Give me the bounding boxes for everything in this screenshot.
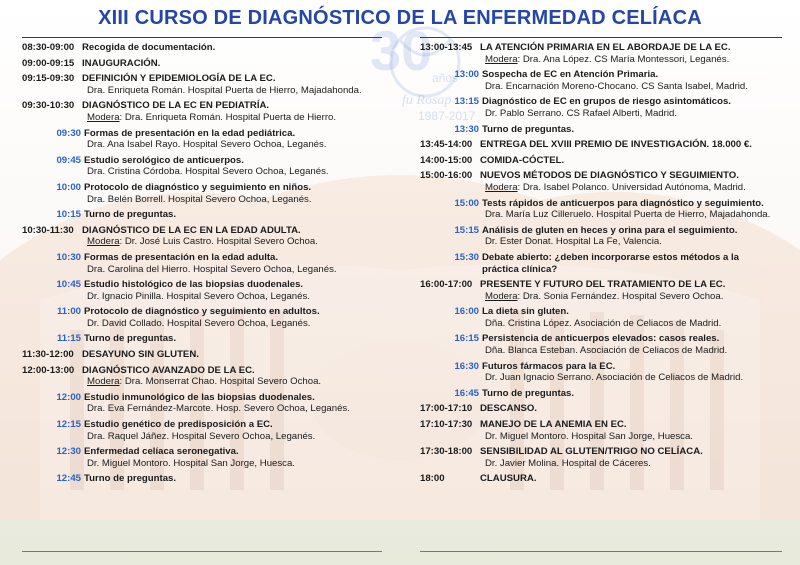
session-title: INAUGURACIÓN.	[82, 57, 161, 69]
session-title: Turno de preguntas.	[84, 333, 177, 345]
session-time: 10:30-11:30	[22, 224, 74, 236]
speaker	[420, 209, 782, 221]
session-line	[22, 155, 382, 167]
program-subitem	[22, 252, 382, 275]
moderator-label: Modera	[87, 236, 120, 248]
session-line	[22, 392, 382, 404]
speaker-name: Dra. Raquel Jáñez. Hospital Severo Ochoa, Leganés.	[87, 430, 316, 442]
session-title: Estudio genético de predisposición a EC.	[84, 419, 273, 431]
program-session	[420, 139, 782, 151]
speaker	[420, 236, 782, 248]
speaker	[22, 194, 382, 206]
session-line	[420, 419, 782, 431]
session-title: Debate abierto: ¿deben incorporarse estos métodos a la	[482, 251, 739, 263]
speaker-name: Dr. Juan Ignacio Serrano. Asociación de Celiacos de Madrid.	[485, 372, 744, 384]
session-time: 13:45-14:00	[420, 139, 473, 151]
session-time: 17:10-17:30	[420, 419, 473, 431]
speaker	[420, 318, 782, 330]
program-subitem	[22, 419, 382, 442]
program-session	[22, 73, 382, 96]
speaker-name: Dr. David Collado. Hospital Severo Ochoa, Leganés.	[87, 317, 311, 329]
subitem-time: 13:30	[454, 123, 479, 135]
session-line	[420, 388, 782, 400]
session-title: Análisis de gluten en heces y orina para el seguimiento.	[482, 224, 738, 236]
session-title: Tests rápidos de anticuerpos para diagnóstico y seguimiento.	[482, 197, 764, 209]
program-subitem	[22, 333, 382, 345]
program-subitem	[22, 392, 382, 415]
session-title: DESAYUNO SIN GLUTEN.	[82, 349, 199, 361]
session-time: 16:00-17:00	[420, 279, 473, 291]
session-title: Turno de preguntas.	[482, 387, 575, 399]
session-title: Protocolo de diagnóstico y seguimiento en niños.	[84, 181, 312, 193]
session-title: PRESENTE Y FUTURO DEL TRATAMIENTO DE LA EC.	[480, 279, 726, 291]
program-subitem	[420, 69, 782, 92]
divider	[22, 551, 382, 552]
session-title: LA ATENCIÓN PRIMARIA EN EL ABORDAJE DE LA EC.	[480, 42, 731, 53]
program-session	[420, 446, 782, 469]
speaker-name: : Dr. José Luis Castro. Hospital Severo Ochoa.	[119, 236, 318, 248]
session-title: DIAGNÓSTICO DE LA EC EN LA EDAD ADULTA.	[82, 224, 301, 236]
subitem-time: 16:15	[454, 333, 479, 345]
session-title: Protocolo de diagnóstico y seguimiento en adultos.	[84, 306, 320, 318]
session-title: ENTREGA DEL XVIII PREMIO DE INVESTIGACIÓN.	[480, 139, 710, 151]
speaker-name: Dr. Ignacio Pinilla. Hospital Severo Ochoa, Leganés.	[87, 290, 310, 302]
speaker	[420, 81, 782, 93]
session-time: 08:30-09:00	[22, 42, 75, 53]
moderator-label: Modera	[87, 376, 120, 388]
program-subitem	[22, 279, 382, 302]
program-subitem	[420, 96, 782, 119]
speaker-name: Dr. Miguel Montoro. Hospital San Jorge, Huesca.	[87, 457, 295, 469]
session-title: DESCANSO.	[480, 403, 538, 415]
subitem-time: 16:30	[454, 360, 479, 372]
moderator-label: Modera	[87, 111, 120, 123]
moderator-label: Modera	[485, 181, 518, 193]
subitem-time: 10:15	[56, 209, 81, 221]
subitem-time: 15:30	[454, 251, 479, 263]
speaker	[420, 108, 782, 120]
program-subitem	[22, 306, 382, 329]
program-session	[420, 42, 782, 65]
program-session	[22, 349, 382, 361]
session-title: La dieta sin gluten.	[482, 306, 569, 318]
speaker-name: Dra. Eva Fernández-Marcote. Hosp. Severo Ochoa, Leganés.	[87, 403, 350, 415]
session-title: Estudio histológico de las biopsias duodenales.	[84, 279, 304, 291]
speaker-name: Dra. Enriqueta Román. Hospital Puerta de Hierro, Majadahonda.	[87, 84, 362, 96]
subitem-time: 11:15	[56, 333, 81, 345]
session-line	[420, 252, 782, 264]
program-session	[22, 42, 382, 54]
session-title: CLAUSURA.	[480, 473, 537, 485]
session-time: 17:00-17:10	[420, 403, 473, 415]
program-subitem	[22, 473, 382, 485]
speaker	[22, 264, 382, 276]
session-line	[420, 473, 782, 485]
session-line	[420, 279, 782, 291]
session-line	[22, 225, 382, 237]
program-session	[420, 403, 782, 415]
subitem-time: 13:15	[454, 96, 479, 108]
speaker	[420, 291, 782, 303]
moderator-label: Modera	[485, 53, 518, 65]
session-line	[22, 306, 382, 318]
subitem-time: 09:45	[56, 154, 81, 166]
speaker-name: Dra. Cristina Córdoba. Hospital Severo Ochoa, Leganés.	[87, 166, 329, 178]
program-subitem	[22, 182, 382, 205]
program-session	[420, 279, 782, 302]
session-line	[420, 361, 782, 373]
program-session	[22, 58, 382, 70]
speaker-name: : Dra. Monserrat Chao. Hospital Severo Ochoa.	[119, 376, 322, 388]
program-subitem	[420, 225, 782, 248]
speaker	[22, 85, 382, 97]
session-title: Diagnóstico de EC en grupos de riesgo asintomáticos.	[482, 96, 731, 108]
speaker-name: Dr. Javier Molina. Hospital de Cáceres.	[485, 457, 651, 469]
speaker	[22, 291, 382, 303]
speaker	[22, 112, 382, 124]
session-line	[420, 198, 782, 210]
subitem-time: 10:00	[56, 181, 81, 193]
speaker-name: Dr. Miguel Montoro. Hospital San Jorge, Huesca.	[485, 430, 693, 442]
speaker-name: : Dra. Sonia Fernández. Hospital Severo Ochoa.	[517, 290, 724, 302]
speaker-name: : Dra. Enriqueta Román. Hospital Puerta de Hierro.	[119, 111, 337, 123]
speaker	[22, 431, 382, 443]
session-line	[22, 209, 382, 221]
session-title: COMIDA-CÓCTEL.	[480, 154, 565, 166]
speaker	[22, 376, 382, 388]
speaker	[22, 458, 382, 470]
program-session	[420, 155, 782, 167]
session-line	[22, 365, 382, 377]
speaker	[22, 318, 382, 330]
program-subitem	[420, 306, 782, 329]
program-subitem	[22, 209, 382, 221]
session-title: Estudio serológico de anticuerpos.	[84, 154, 244, 166]
subitem-time: 10:30	[56, 251, 81, 263]
session-title: Enfermedad celíaca seronegativa.	[84, 446, 239, 458]
watermark-range: 1987-2017	[418, 109, 476, 123]
session-line	[22, 182, 382, 194]
speaker	[22, 403, 382, 415]
session-line	[22, 128, 382, 140]
program-session	[22, 100, 382, 123]
session-time: 11:30-12:00	[22, 349, 74, 361]
session-line	[22, 279, 382, 291]
subitem-time: 10:45	[56, 279, 81, 291]
speaker-name: Dña. Cristina López. Asociación de Celiacos de Madrid.	[485, 317, 722, 329]
subitem-time: 13:00	[454, 69, 479, 81]
program-subitem	[22, 155, 382, 178]
session-time: 15:00-16:00	[420, 170, 473, 182]
subitem-time: 15:00	[454, 197, 479, 209]
program-subitem	[420, 198, 782, 221]
session-title: Turno de preguntas.	[482, 123, 575, 135]
session-line	[22, 42, 382, 54]
session-line	[420, 446, 782, 458]
session-line	[420, 225, 782, 237]
session-time: 17:30-18:00	[420, 446, 473, 458]
session-line	[22, 349, 382, 361]
session-line	[420, 139, 782, 151]
watermark-years: años	[432, 71, 459, 85]
program-subitem	[420, 388, 782, 400]
subitem-time: 09:30	[56, 127, 81, 139]
session-line	[22, 252, 382, 264]
program-session	[22, 365, 382, 388]
program-session	[420, 419, 782, 442]
program-subitem	[22, 446, 382, 469]
session-time: 09:00-09:15	[22, 57, 75, 69]
program-session	[22, 225, 382, 248]
session-time: 12:00-13:00	[22, 364, 75, 376]
speaker	[420, 372, 782, 384]
session-line	[420, 333, 782, 345]
session-title: Formas de presentación en la edad pediátrica.	[84, 127, 296, 139]
session-title: Turno de preguntas.	[84, 473, 177, 485]
session-line	[22, 73, 382, 85]
speaker	[420, 182, 782, 194]
session-line	[22, 333, 382, 345]
speaker-name: Dra. Ana Isabel Rayo. Hospital Severo Ochoa, Leganés.	[87, 139, 327, 151]
session-line	[22, 446, 382, 458]
session-title: DIAGNÓSTICO AVANZADO DE LA EC.	[82, 364, 255, 376]
speaker-name: Dra. Encarnación Moreno-Chocano. CS Santa Isabel, Madrid.	[485, 80, 748, 92]
session-title: Turno de preguntas.	[84, 209, 177, 221]
session-line	[22, 419, 382, 431]
program-column-afternoon	[420, 37, 782, 485]
session-time: 13:00-13:45	[420, 42, 473, 53]
speaker-name: Dr. Pablo Serrano. CS Rafael Alberti, Madrid.	[485, 107, 677, 119]
prize-amount: 18.000 €.	[709, 139, 752, 151]
session-line	[22, 100, 382, 112]
session-line	[420, 69, 782, 81]
speaker	[22, 236, 382, 248]
subitem-time: 12:45	[56, 473, 81, 485]
session-title: DIAGNÓSTICO DE LA EC EN PEDIATRÍA.	[82, 100, 270, 112]
session-time: 14:00-15:00	[420, 154, 473, 166]
session-time: 09:15-09:30	[22, 73, 75, 85]
speaker-name: : Dra. Ana López. CS María Montessori, Leganés.	[517, 53, 730, 65]
session-line	[22, 473, 382, 485]
divider	[420, 551, 782, 552]
session-title: Estudio inmunológico de las biopsias duodenales.	[84, 391, 315, 403]
subitem-time: 15:15	[454, 224, 479, 236]
subitem-time: 16:45	[454, 387, 479, 399]
subitem-time: 12:30	[56, 446, 81, 458]
watermark-number: 30	[370, 19, 433, 82]
session-line	[420, 403, 782, 415]
speaker-name: Dra. Belén Borrell. Hospital Severo Ochoa, Leganés.	[87, 193, 312, 205]
session-title: Recogida de documentación.	[82, 42, 216, 53]
session-line	[420, 96, 782, 108]
session-title: DEFINICIÓN Y EPIDEMIOLOGÍA DE LA EC.	[82, 73, 276, 85]
session-title: MANEJO DE LA ANEMIA EN EC.	[480, 419, 627, 431]
speaker-name: : Dra. Isabel Polanco. Universidad Autónoma, Madrid.	[517, 181, 746, 193]
speaker	[420, 345, 782, 357]
speaker	[420, 54, 782, 66]
page-title: XIII CURSO DE DIAGNÓSTICO DE LA ENFERMEDAD CELÍACA	[98, 7, 702, 29]
program-subitem	[420, 252, 782, 275]
session-line	[420, 306, 782, 318]
session-title: Sospecha de EC en Atención Primaria.	[482, 69, 659, 81]
speaker-name: Dr. Ester Donat. Hospital La Fe, Valencia.	[485, 236, 662, 248]
program-session	[420, 170, 782, 193]
session-line	[420, 42, 782, 54]
program-subitem	[420, 124, 782, 136]
session-title: NUEVOS MÉTODOS DE DIAGNÓSTICO Y SEGUIMIENTO.	[480, 170, 739, 182]
program-column-morning	[22, 37, 382, 485]
session-time: 09:30-10:30	[22, 100, 75, 112]
program-session	[420, 473, 782, 485]
session-line	[22, 58, 382, 70]
program-subitem	[22, 128, 382, 151]
speaker-name: Dña. Blanca Esteban. Asociación de Celiacos de Madrid.	[485, 345, 728, 357]
speaker	[420, 431, 782, 443]
session-title: Futuros fármacos para la EC.	[482, 360, 616, 372]
subitem-time: 12:00	[56, 391, 81, 403]
subitem-time: 11:00	[56, 306, 81, 318]
watermark-word: fu Rosap	[402, 93, 452, 108]
session-title: SENSIBILIDAD AL GLUTEN/TRIGO NO CELÍACA.	[480, 446, 703, 458]
session-line	[420, 170, 782, 182]
subitem-time: 12:15	[56, 419, 81, 431]
session-line	[420, 124, 782, 136]
speaker-name: Dra. María Luz Cilleruelo. Hospital Puerta de Hierro, Majadahonda.	[485, 209, 771, 221]
moderator-label: Modera	[485, 290, 518, 302]
subitem-time: 16:00	[454, 306, 479, 318]
speaker	[22, 139, 382, 151]
program-subitem	[420, 361, 782, 384]
program-subitem	[420, 333, 782, 356]
speaker-name: Dra. Carolina del Hierro. Hospital Severo Ochoa, Leganés.	[87, 263, 337, 275]
speaker	[420, 458, 782, 470]
session-title: Persistencia de anticuerpos elevados: casos reales.	[482, 333, 720, 345]
session-title-cont: práctica clínica?	[482, 263, 558, 275]
session-time: 18:00	[420, 473, 445, 485]
speaker	[22, 166, 382, 178]
session-line	[420, 155, 782, 167]
session-title: Formas de presentación en la edad adulta.	[84, 251, 279, 263]
